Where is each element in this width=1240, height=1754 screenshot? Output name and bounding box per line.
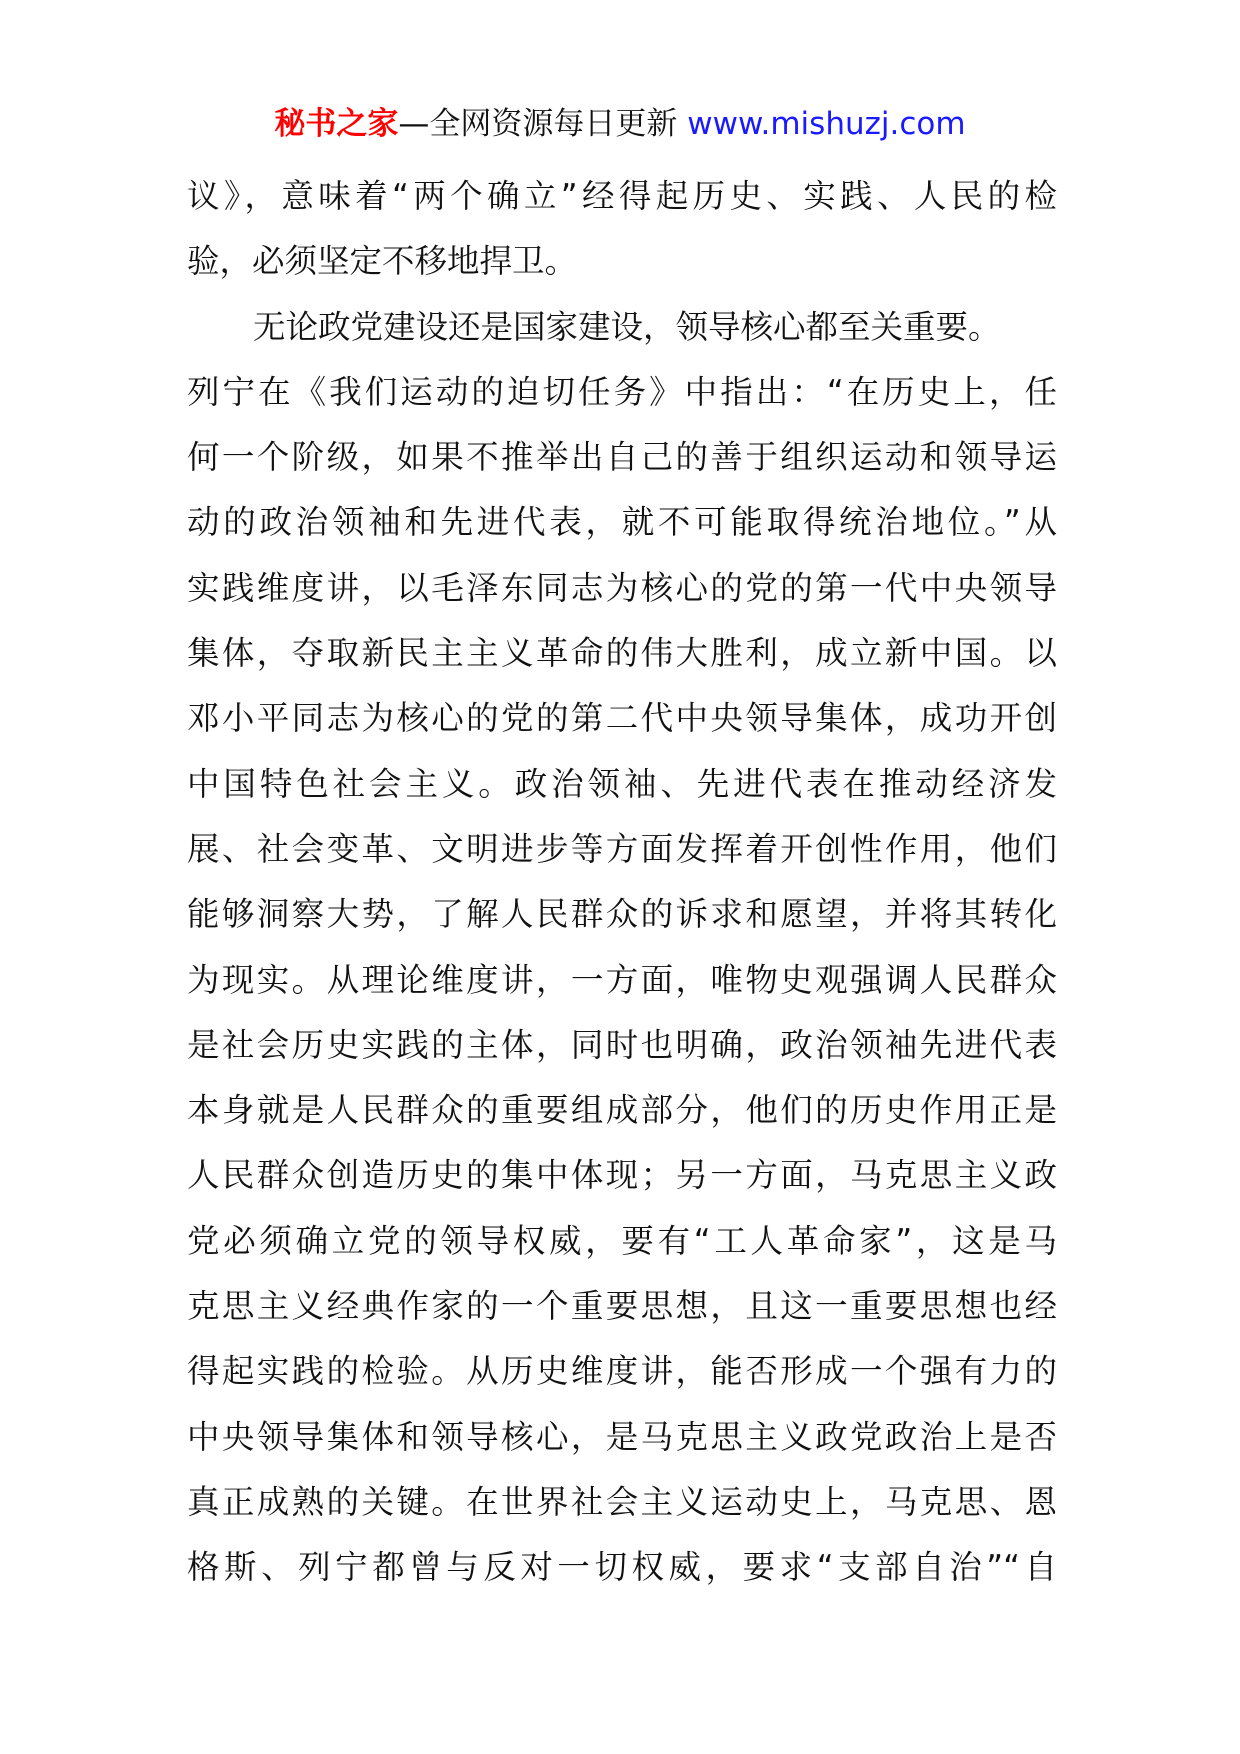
text-line: 格斯、列宁都曾与反对一切权威，要求“支部自治”“自	[187, 1548, 1057, 1587]
text-line: 邓小平同志为核心的党的第二代中央领导集体，成功开创	[187, 699, 1057, 738]
site-brand: 秘书之家	[274, 106, 399, 142]
text-line: 列宁在《我们运动的迫切任务》中指出：“在历史上，任	[187, 372, 1057, 411]
site-header	[0, 102, 1240, 146]
paragraph-start-line: 无论政党建设还是国家建设，领导核心都至关重要。	[253, 307, 1001, 346]
document-body	[187, 164, 1057, 1601]
text-line: 为现实。从理论维度讲，一方面，唯物史观强调人民群众	[187, 960, 1057, 999]
text-line: 党必须确立党的领导权威，要有“工人革命家”，这是马	[187, 1221, 1057, 1260]
text-line: 展、社会变革、文明进步等方面发挥着开创性作用，他们	[187, 829, 1057, 868]
text-line: 人民群众创造历史的集中体现；另一方面，马克思主义政	[187, 1156, 1057, 1195]
text-line: 能够洞察大势，了解人民群众的诉求和愿望，并将其转化	[187, 895, 1057, 934]
text-line: 实践维度讲，以毛泽东同志为核心的党的第一代中央领导	[187, 568, 1057, 607]
text-line: 克思主义经典作家的一个重要思想，且这一重要思想也经	[187, 1287, 1057, 1326]
text-line: 动的政治领袖和先进代表，就不可能取得统治地位。”从	[187, 503, 1057, 542]
text-line: 中国特色社会主义。政治领袖、先进代表在推动经济发	[187, 764, 1057, 803]
text-line: 真正成熟的关键。在世界社会主义运动史上，马克思、恩	[187, 1482, 1057, 1521]
text-line: 得起实践的检验。从历史维度讲，能否形成一个强有力的	[187, 1352, 1057, 1391]
text-line: 议》，意味着“两个确立”经得起历史、实践、人民的检	[187, 177, 1057, 215]
text-line: 集体，夺取新民主主义革命的伟大胜利，成立新中国。以	[187, 634, 1057, 673]
text-line: 中央领导集体和领导核心，是马克思主义政党政治上是否	[187, 1417, 1057, 1456]
text-line: 验，必须坚定不移地捍卫。	[187, 242, 578, 281]
text-line: 是社会历史实践的主体，同时也明确，政治领袖先进代表	[187, 1025, 1057, 1064]
text-line: 本身就是人民群众的重要组成部分，他们的历史作用正是	[187, 1091, 1057, 1130]
text-line: 何一个阶级，如果不推举出自己的善于组织运动和领导运	[187, 438, 1057, 477]
site-tagline: —全网资源每日更新	[398, 106, 688, 142]
site-url: www.mishuzj.com	[687, 106, 966, 142]
